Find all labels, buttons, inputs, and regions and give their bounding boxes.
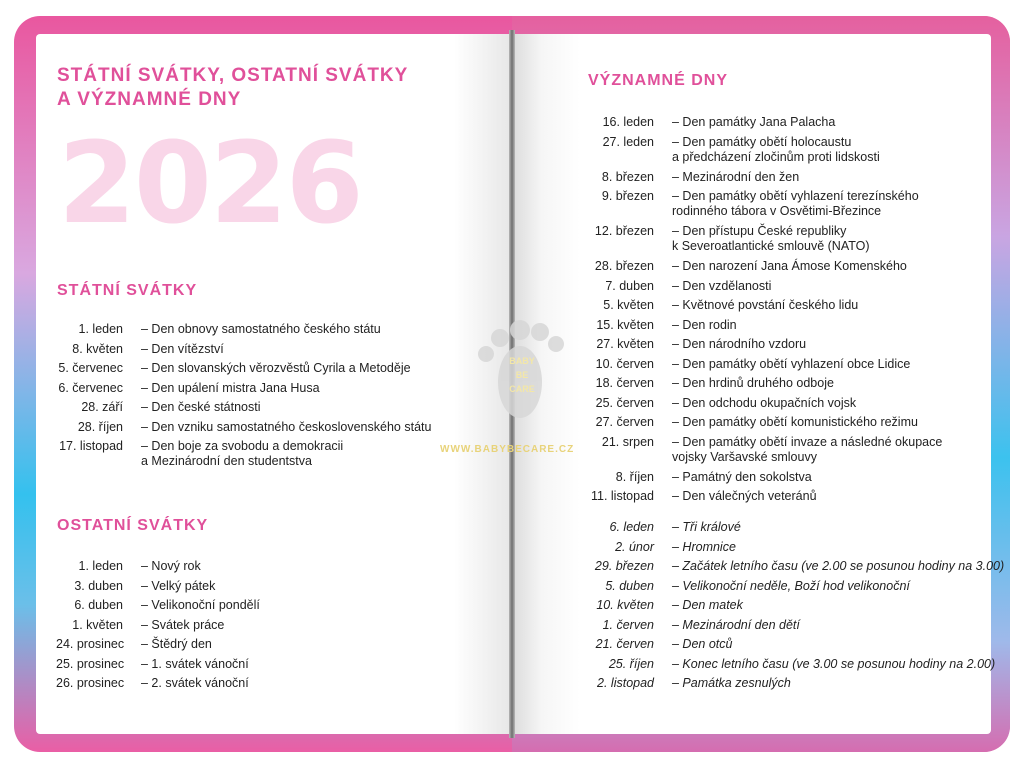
date-label: 24. prosinec xyxy=(56,637,125,651)
date-label: 8. květen xyxy=(72,341,123,356)
date-label: 1. květen xyxy=(72,617,123,632)
date-label: 27. květen xyxy=(596,337,654,351)
list-item xyxy=(56,596,260,616)
date-label: 12. březen xyxy=(594,224,654,238)
watermark-url: WWW.BABYBECARE.CZ xyxy=(440,444,575,455)
holiday-name: – Den vzniku samostatného československého státu xyxy=(141,419,432,434)
list-item xyxy=(586,557,1004,577)
date-label: 28. březen xyxy=(594,259,654,273)
date-label: 28. říjen xyxy=(77,419,123,434)
date-label: 25. prosinec xyxy=(56,656,125,671)
holiday-name: – Den památky obětí vyhlazení terezínského rodinného tábora v Osvětimi-Březince xyxy=(672,189,919,218)
ostatni-svatky-heading: OSTATNÍ SVÁTKY xyxy=(57,517,209,534)
list-item xyxy=(56,359,431,379)
holiday-name: – Mezinárodní den dětí xyxy=(672,617,800,632)
list-item xyxy=(586,413,942,433)
list-item xyxy=(586,257,942,277)
page-title-line2: A VÝZNAMNÉ DNY xyxy=(57,89,242,110)
date-label: 25. červen xyxy=(595,395,654,410)
list-item xyxy=(56,674,260,694)
date-label: 18. červen xyxy=(595,376,654,390)
statni-svatky-heading: STÁTNÍ SVÁTKY xyxy=(57,282,198,299)
date-label: 10. květen xyxy=(596,598,654,612)
holiday-name: – Svátek práce xyxy=(141,617,225,632)
list-item xyxy=(56,635,260,655)
date-label: 6. leden xyxy=(609,520,654,534)
vyznamne-dny-list xyxy=(586,113,942,507)
logo-text-2: BE xyxy=(515,370,529,380)
holiday-name: – Štědrý den xyxy=(141,637,212,651)
date-label: 3. duben xyxy=(74,578,123,593)
list-item xyxy=(586,355,942,375)
date-label: 17. listopad xyxy=(59,439,123,453)
date-label: 8. říjen xyxy=(615,469,654,484)
list-item xyxy=(586,433,942,468)
date-label: 16. leden xyxy=(602,115,654,129)
holiday-name: – Den přístupu České republiky k Severoatlantické smlouvě (NATO) xyxy=(672,224,870,253)
holiday-name: – Den památky obětí komunistického režimu xyxy=(672,415,918,429)
holiday-name: – Den české státnosti xyxy=(141,400,261,414)
date-label: 25. říjen xyxy=(608,656,654,671)
logo-text-1: BABY xyxy=(509,356,535,366)
date-label: 1. leden xyxy=(78,322,123,336)
holiday-name: – 1. svátek vánoční xyxy=(141,656,249,671)
holiday-name: – Den válečných veteránů xyxy=(672,489,817,503)
date-label: 27. leden xyxy=(602,134,654,149)
list-item xyxy=(586,655,1004,675)
ostatni-dny-list xyxy=(586,518,1004,694)
holiday-name: – Konec letního času (ve 3.00 se posunou hodiny na 2.00) xyxy=(672,656,996,671)
list-item xyxy=(56,655,260,675)
list-item xyxy=(56,398,431,418)
holiday-name: – Den obnovy samostatného českého státu xyxy=(141,322,381,336)
date-label: 27. červen xyxy=(595,415,654,429)
holiday-name: – Den památky Jana Palacha xyxy=(672,115,836,129)
page-title-line1: STÁTNÍ SVÁTKY, OSTATNÍ SVÁTKY xyxy=(57,65,409,86)
page-title xyxy=(57,64,408,112)
statni-svatky-list xyxy=(56,320,431,472)
holiday-name: – Tři králové xyxy=(672,520,741,534)
holiday-name: – Den otců xyxy=(672,637,733,651)
list-item xyxy=(56,320,431,340)
ostatni-svatky-list xyxy=(56,557,260,694)
holiday-name: – Začátek letního času (ve 2.00 se posunou hodiny na 3.00) xyxy=(672,559,1005,573)
list-item xyxy=(586,296,942,316)
holiday-name: – Památný den sokolstva xyxy=(672,469,812,484)
list-item xyxy=(586,277,942,297)
date-label: 7. duben xyxy=(605,278,654,293)
list-item xyxy=(586,487,942,507)
holiday-name: – Hromnice xyxy=(672,539,736,554)
holiday-name: – Den upálení mistra Jana Husa xyxy=(141,380,320,395)
date-label: 1. červen xyxy=(602,617,654,632)
list-item xyxy=(586,222,942,257)
holiday-name: – Květnové povstání českého lidu xyxy=(672,298,859,312)
holiday-name: – Velký pátek xyxy=(141,578,216,593)
date-label: 5. květen xyxy=(603,298,654,312)
holiday-name: – Den národního vzdoru xyxy=(672,337,807,351)
holiday-name: – Den vzdělanosti xyxy=(672,278,772,293)
list-item xyxy=(586,616,1004,636)
list-item xyxy=(586,538,1004,558)
logo-text-3: CARE xyxy=(509,384,535,394)
date-label: 5. červenec xyxy=(58,361,123,375)
list-item xyxy=(586,133,942,168)
date-label: 21. červen xyxy=(595,637,654,651)
date-label: 29. březen xyxy=(594,559,654,573)
date-label: 28. září xyxy=(81,400,123,414)
list-item xyxy=(56,616,260,636)
holiday-name: – Nový rok xyxy=(141,559,201,573)
date-label: 8. březen xyxy=(601,169,654,184)
list-item xyxy=(586,635,1004,655)
list-item xyxy=(56,379,431,399)
holiday-name: – Den památky obětí holocaustu a předcházení zločinům proti lidskosti xyxy=(672,134,880,164)
list-item xyxy=(56,557,260,577)
date-label: 6. červenec xyxy=(58,380,123,395)
date-label: 2. únor xyxy=(615,539,654,554)
year-number: 2026 xyxy=(58,119,362,249)
list-item xyxy=(586,596,1004,616)
list-item xyxy=(56,340,431,360)
list-item xyxy=(586,335,942,355)
holiday-name: – Den matek xyxy=(672,598,743,612)
holiday-name: – Den rodin xyxy=(672,317,737,332)
list-item xyxy=(56,577,260,597)
holiday-name: – 2. svátek vánoční xyxy=(141,676,249,690)
date-label: 1. leden xyxy=(78,559,123,573)
vyznamne-dny-heading: VÝZNAMNÉ DNY xyxy=(588,72,729,89)
date-label: 6. duben xyxy=(74,598,123,612)
date-label: 5. duben xyxy=(605,578,654,593)
holiday-name: – Den narození Jana Ámose Komenského xyxy=(672,259,907,273)
holiday-name: – Den boje za svobodu a demokracii a Mezinárodní den studentstva xyxy=(141,439,344,468)
list-item xyxy=(56,437,431,472)
holiday-name: – Den hrdinů druhého odboje xyxy=(672,376,834,390)
holiday-name: – Den vítězství xyxy=(141,341,224,356)
list-item xyxy=(586,674,1004,694)
date-label: 11. listopad xyxy=(590,489,654,503)
date-label: 10. červen xyxy=(595,356,654,371)
holiday-name: – Velikonoční pondělí xyxy=(141,598,260,612)
list-item xyxy=(586,374,942,394)
holiday-name: – Den památky obětí invaze a následné okupace vojsky Varšavské smlouvy xyxy=(672,434,943,464)
holiday-name: – Den památky obětí vyhlazení obce Lidice xyxy=(672,356,911,371)
holiday-name: – Mezinárodní den žen xyxy=(672,169,800,184)
date-label: 9. březen xyxy=(601,189,654,203)
list-item xyxy=(586,468,942,488)
list-item xyxy=(586,168,942,188)
list-item xyxy=(56,418,431,438)
date-label: 21. srpen xyxy=(601,434,654,449)
list-item xyxy=(586,518,1004,538)
list-item xyxy=(586,316,942,336)
holiday-name: – Den slovanských věrozvěstů Cyrila a Metoděje xyxy=(141,361,411,375)
babybecare-watermark-logo xyxy=(476,312,568,422)
holiday-name: – Památka zesnulých xyxy=(672,676,791,690)
list-item xyxy=(586,187,942,222)
holiday-name: – Den odchodu okupačních vojsk xyxy=(672,395,857,410)
date-label: 2. listopad xyxy=(597,676,654,690)
holiday-name: – Velikonoční neděle, Boží hod velikonoční xyxy=(672,578,910,593)
list-item xyxy=(586,113,942,133)
date-label: 15. květen xyxy=(596,317,654,332)
list-item xyxy=(586,577,1004,597)
list-item xyxy=(586,394,942,414)
date-label: 26. prosinec xyxy=(56,676,125,690)
